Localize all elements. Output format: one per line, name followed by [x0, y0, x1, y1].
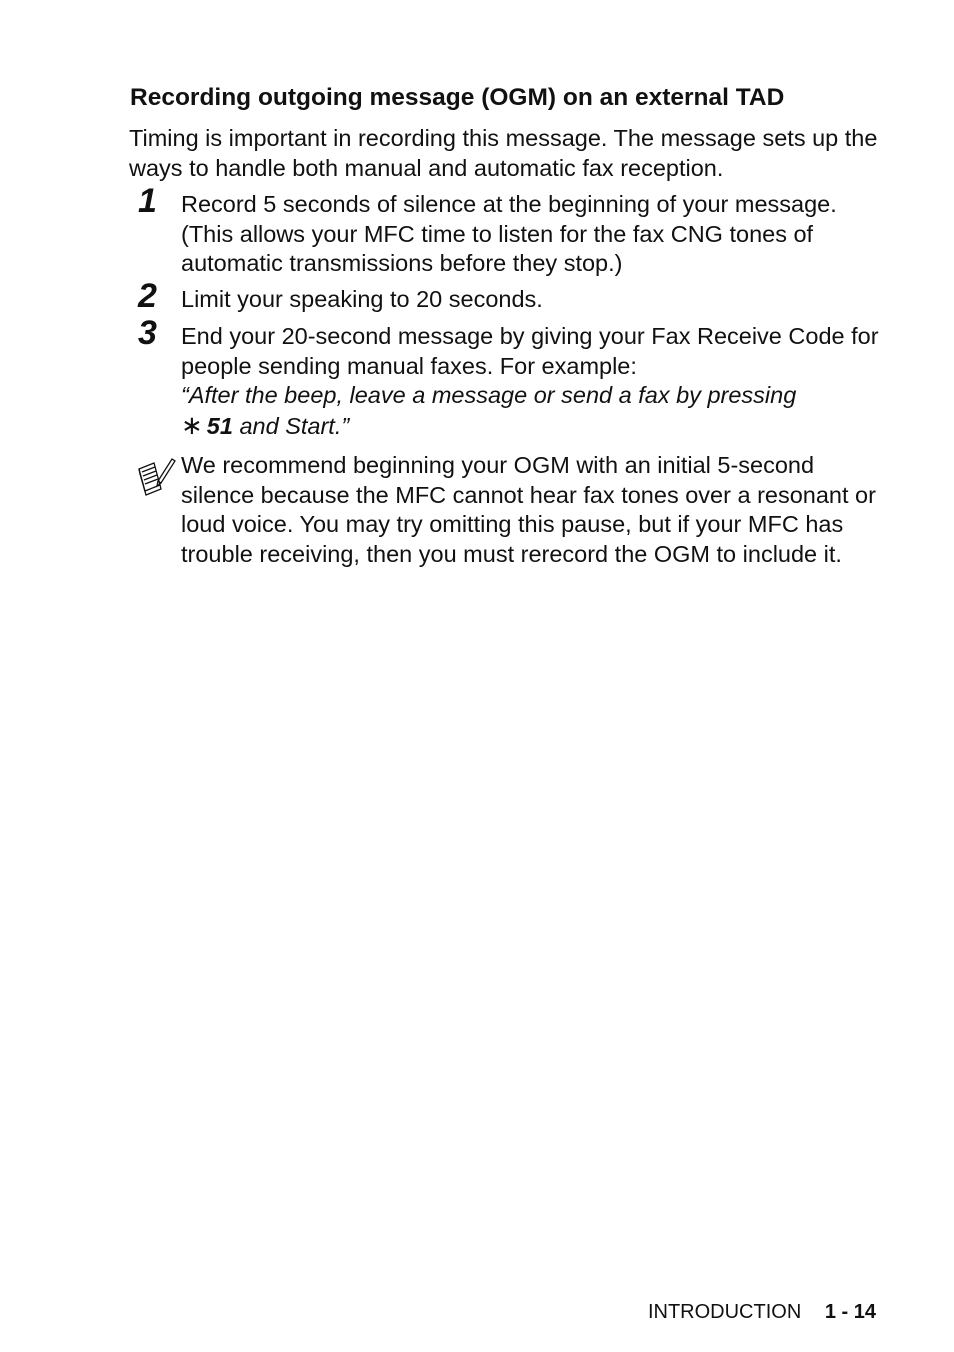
- example-end: and Start.”: [232, 412, 350, 439]
- star-key-icon: ∗: [181, 409, 203, 440]
- step-number: 3: [138, 314, 157, 352]
- step-text: End your 20-second message by giving your Fax Receive Code for people sending manual faxes. For example:: [181, 323, 879, 379]
- step-number: 2: [138, 277, 157, 315]
- example-line-2: [181, 411, 881, 442]
- step-content: [181, 322, 881, 441]
- page-number: 1 - 14: [824, 1301, 876, 1323]
- footer-section: INTRODUCTION: [647, 1301, 802, 1323]
- step-number: 1: [138, 182, 157, 220]
- step-text: Record 5 seconds of silence at the beginning of your message. (This allows your MFC time to listen for the fax CNG tones of automatic transmissions before they stop.): [181, 191, 837, 276]
- intro-paragraph: Timing is important in recording this message. The message sets up the ways to handle both manual and automatic fax reception.: [129, 125, 878, 181]
- note-pencil-icon: [136, 455, 178, 497]
- note-text: We recommend beginning your OGM with an initial 5-second silence because the MFC cannot hear fax tones over a resonant or loud voice. You may try omitting this pause, but if your MFC has trouble receiving, then you must rerecord the OGM to include it.: [181, 452, 876, 567]
- receive-code: 51: [206, 412, 233, 439]
- page-footer: [648, 1299, 876, 1325]
- step-text: Limit your speaking to 20 seconds.: [181, 286, 543, 312]
- section-heading: Recording outgoing message (OGM) on an external TAD: [130, 84, 785, 111]
- example-line-1: “After the beep, leave a message or send a fax by pressing: [181, 382, 797, 408]
